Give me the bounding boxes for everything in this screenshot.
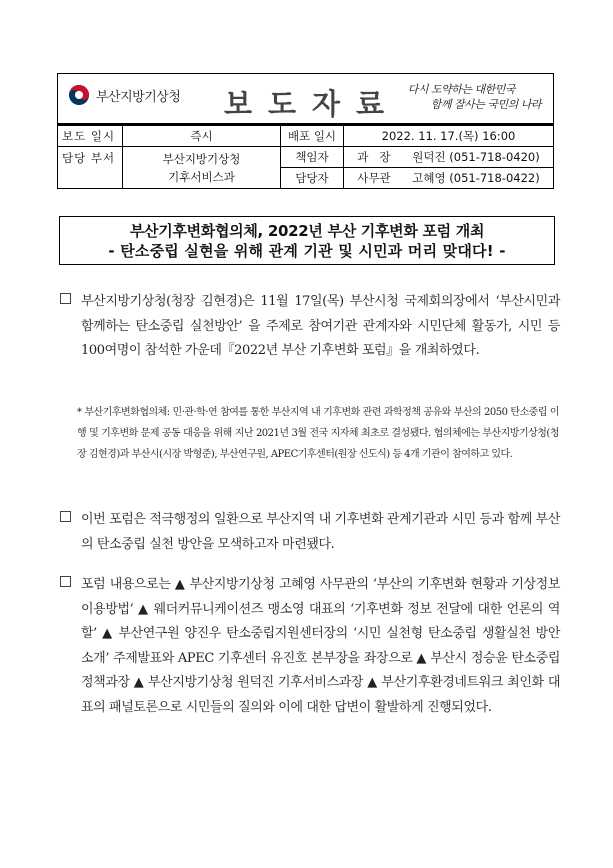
taegeuk-logo-icon [68, 84, 90, 106]
contact-label: 담당자 [281, 168, 344, 189]
department-value [123, 147, 281, 189]
table-row [58, 147, 554, 168]
contact-value [344, 168, 554, 189]
press-release-header [57, 73, 554, 125]
paragraph-1 [60, 290, 560, 364]
release-date-label: 배포 일시 [281, 126, 344, 147]
headline-subtitle: - 탄소중립 실현을 위해 관계 기관 및 시민과 머리 맞대다! - [108, 242, 506, 260]
paragraph-3 [60, 573, 560, 720]
department-line-2: 기후서비스과 [168, 169, 235, 184]
square-bullet-icon [60, 293, 71, 304]
headline-title: 부산기후변화협의체, 2022년 부산 기후변화 포럼 개최 [129, 222, 485, 240]
paragraph-text: 포럼 내용으로는 ▲ 부산지방기상청 고혜영 사무관의 ‘부산의 기후변화 현황과 기상정보 이용방법’ ▲ 웨더커뮤니케이션즈 맹소영 대표의 ‘기후변화 정보 전달에 대한 언론의 역할’ ▲ 부산연구원 양진우 탄소중립지원센터장의 ‘시민 실천형 탄소중립 생활실천 방안 소개’ 주제발표와 APEC 기후센터 유진호 본부장을 좌장으로 ▲ 부산시 정승윤 탄소중립정책과장 ▲ 부산지방기상청 원덕진 기후서비스과장 ▲ 부산기후환경네트워크 최인화 대표의 패널토론으로 시민들의 질의와 이에 대한 답변이 활발하게 진행되었다. [81, 577, 560, 715]
manager-role: 과 장 [357, 150, 391, 164]
report-date-value: 즉시 [123, 126, 281, 147]
department-label: 담당 부서 [58, 147, 123, 189]
slogan-line-1: 다시 도약하는 대한민국 [407, 83, 515, 96]
paragraph-text: 이번 포럼은 적극행정의 일환으로 부산지역 내 기후변화 관계기관과 시민 등과 함께 부산의 탄소중립 실천 방안을 모색하고자 마련됐다. [81, 512, 560, 552]
agency-name: 부산지방기상청 [96, 89, 181, 105]
paragraph-text: 부산지방기상청(청장 김현경)은 11월 17일(목) 부산시청 국제회의장에서 ‘부산시민과 함께하는 탄소중립 실천방안’ 을 주제로 참여기관 관계자와 시민단체 활동가, 시민 등 100여명이 참석한 가운데『2022년 부산 기후변화 포럼』을 개최하였다. [81, 294, 560, 358]
manager-value [344, 147, 554, 168]
document-type-title: 보도자료 [224, 87, 401, 121]
report-date-label: 보도 일시 [58, 126, 123, 147]
table-row [58, 126, 554, 147]
manager-label: 책임자 [281, 147, 344, 168]
contact-name: 고혜영 (051-718-0422) [412, 171, 540, 185]
agency-logo [68, 84, 180, 106]
square-bullet-icon [60, 576, 71, 587]
square-bullet-icon [60, 511, 71, 522]
headline-box [59, 216, 555, 265]
department-line-1: 부산지방기상청 [162, 151, 241, 166]
manager-name: 원덕진 (051-718-0420) [412, 150, 540, 164]
slogan-line-2: 함께 잘사는 국민의 나라 [430, 98, 541, 111]
government-slogan [408, 82, 541, 112]
release-info-table [57, 125, 554, 189]
paragraph-2 [60, 508, 560, 557]
release-date-value: 2022. 11. 17.(목) 16:00 [344, 126, 554, 147]
contact-role: 사무관 [357, 171, 391, 185]
footnote: * 부산기후변화협의체: 민·관·학·연 참여를 통한 부산지역 내 기후변화 관련 과학정책 공유와 부산의 2050 탄소중립 이행 및 기후변화 문제 공동 대응을 위해 지난 2021년 3월 전국 지자체 최초로 결성됐다. 협의체에는 부산지방기상청(청장 김현경)과 부산시(시장 박형준), 부산연구원, APEC기후센터(원장 신도식) 등 4개 기관이 참여하고 있다. [77, 407, 559, 460]
